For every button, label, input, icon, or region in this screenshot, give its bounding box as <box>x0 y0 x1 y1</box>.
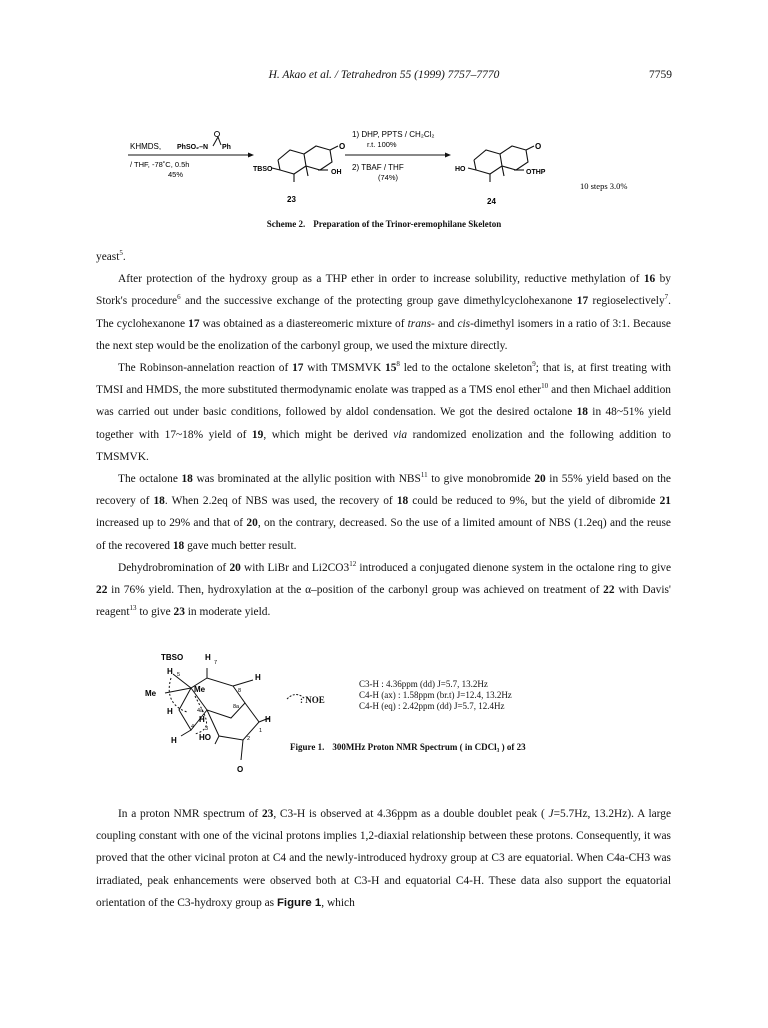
p3-e: . When 2.2eq of NBS was used, the recovery of <box>164 495 397 508</box>
figure-1-bonds <box>165 668 269 760</box>
fig-h-right: H <box>265 715 271 724</box>
p4-f: to give <box>136 606 174 619</box>
scheme-step2-yield: (74%) <box>378 173 399 182</box>
ref-11: 11 <box>420 471 428 480</box>
scheme-steps-note: 10 steps 3.0% <box>580 181 628 191</box>
p2-h: randomized enolization and the following addition to TMSMVK. <box>96 428 671 463</box>
p1-d: regioselectively <box>588 295 665 308</box>
ref-7: 7 <box>664 293 669 302</box>
nmr-line-c3h: C3-H : 4.36ppm (dd) J=5.7, 13.2Hz <box>359 679 488 689</box>
paragraph-robinson <box>96 357 671 468</box>
fig-n3: 3 <box>205 726 209 732</box>
figure-1-caption <box>290 742 526 752</box>
compound-23-o: O <box>339 142 346 151</box>
compound-24-structure <box>468 146 534 182</box>
cmpd-19: 19 <box>251 428 264 441</box>
p2-d: ; that is, at first treating with TMSI and HMDS, the more substituted thermodynamic enolate was trapped as a TMS enol ether <box>96 362 671 397</box>
running-header: H. Akao et al. / Tetrahedron 55 (1999) 7757–7770 <box>268 69 500 81</box>
scheme-step1-cond: r.t. 100% <box>367 140 397 149</box>
p3-b: was brominated at the allylic position with NBS <box>192 473 421 486</box>
scheme-step2: 2) TBAF / THF <box>352 163 404 172</box>
nmr-line-c4h-ax: C4-H (ax) : 1.58ppm (br.t) J=12.4, 13.2Hz <box>359 690 512 700</box>
ref-9: 9 <box>532 360 536 369</box>
figure-1-structure <box>135 648 675 788</box>
p3-g: increased up to 29% and that of <box>96 517 247 530</box>
fig-n8: 8 <box>238 688 242 694</box>
body-text-upper <box>96 246 671 623</box>
p1-b: by Stork's procedure <box>96 273 671 308</box>
fig-n7: 7 <box>214 660 218 666</box>
scheme-step1: 1) DHP, PPTS / CH₂Cl₂ <box>352 130 435 139</box>
ref-10: 10 <box>541 382 549 391</box>
cmpd-18: 18 <box>576 406 588 419</box>
cmpd-15: 15 <box>385 362 397 375</box>
cmpd-18: 18 <box>396 495 409 508</box>
fig-n2: 2 <box>247 736 251 742</box>
scheme-reagent-left-cond: / THF, -78˚C, 0.5h <box>130 160 190 169</box>
scheme-caption-label: Scheme 2. <box>266 219 306 229</box>
compound-23-label: 23 <box>287 195 296 204</box>
p4-d: in 76% yield. Then, hydroxylation at the α–position of the carbonyl group was achieved on treatment of <box>107 584 604 597</box>
scheme-arrowhead-1 <box>248 153 254 158</box>
p2-c: led to the octalone skeleton <box>399 362 533 375</box>
fig-h-left: H <box>167 707 173 716</box>
p1-cis: cis- <box>457 317 474 330</box>
p1-f: was obtained as a diastereomeric mixture of <box>199 317 408 330</box>
paragraph-dehydrobromination <box>96 557 671 624</box>
fig-h-top: H <box>255 673 261 682</box>
cmpd-18: 18 <box>172 539 185 552</box>
cmpd-22: 22 <box>603 584 615 597</box>
cmpd-20: 20 <box>229 561 241 574</box>
compound-24-ho: HO <box>455 166 466 173</box>
fig-n4a: 4a <box>197 708 204 714</box>
p5-a: In a proton NMR spectrum of <box>118 808 262 820</box>
p1-e: . The cyclohexanone <box>96 295 671 330</box>
cmpd-16: 16 <box>643 273 656 286</box>
p1-h: dimethyl isomers in a ratio of 3:1. Because the next step would be the enolization of the carbonyl group, we used the mixture directly. <box>96 317 671 352</box>
paragraph-continuation <box>96 246 671 268</box>
compound-24-o: O <box>535 142 542 151</box>
cmpd-17: 17 <box>576 295 589 308</box>
p1-a: After protection of the hydroxy group as a THP ether in order to increase solubility, reductive methylation of <box>118 273 644 286</box>
fig-ho: HO <box>199 733 211 742</box>
p4-e: with Davis' reagent <box>96 584 671 619</box>
nmr-data-list <box>359 679 512 712</box>
cmpd-23: 23 <box>173 606 185 619</box>
p4-c: introduced a conjugated dienone system in the octalone ring to give <box>356 561 671 574</box>
paragraph-protection <box>96 268 671 357</box>
fig-n4: 4 <box>191 724 195 730</box>
scheme-arrowhead-2 <box>445 153 451 158</box>
fig-h-bottom: H <box>171 736 177 745</box>
figure-1-ref: Figure 1 <box>276 896 322 909</box>
p1-c: and the successive exchange of the protecting group gave dimethylcyclohexanone <box>180 295 577 308</box>
p4-a: Dehydrobromination of <box>118 561 230 574</box>
p1-g: and <box>434 317 458 330</box>
cmpd-20: 20 <box>534 473 546 486</box>
body-text-lower <box>96 803 671 914</box>
page-number: 7759 <box>649 69 672 81</box>
compound-23-oh: OH <box>331 169 342 176</box>
fig-o: O <box>237 765 244 774</box>
scheme-reagent-left-top: KHMDS, <box>130 142 162 151</box>
p4-b: with LiBr and Li2CO3 <box>240 561 350 574</box>
paragraph-nmr <box>96 803 671 914</box>
cmpd-18: 18 <box>181 473 193 486</box>
figure-1-caption-label: Figure 1. <box>290 742 325 752</box>
cmpd-23: 23 <box>261 808 274 820</box>
p3-i: gave much better result. <box>184 539 297 552</box>
p0-end: . <box>122 251 126 263</box>
fig-h7: H <box>205 653 211 662</box>
compound-24-othp: OTHP <box>526 169 546 176</box>
p0-text: yeast <box>96 251 120 263</box>
fig-me2: Me <box>145 689 157 698</box>
compound-24-label: 24 <box>487 197 496 206</box>
fig-h-mid: H <box>199 715 205 724</box>
p5-c: =5.7Hz, 13.2Hz). A large coupling constant with one of the vicinal protons implies 1,2-diaxial relationship between these protons. Consequently, it was proved that the other vicinal proton at C4 and the newly-introduced hydroxy group at C3 are equatorial. When C4a-CH3 was irradiated, peak enhancements were observed both at C3-H and equatorial C4-H. These data also support the equatorial orientation of the C3-hydroxy group as <box>96 808 671 909</box>
fig-me1: Me <box>194 685 206 694</box>
p2-a: The Robinson-annelation reaction of <box>118 362 293 375</box>
scheme-caption <box>0 219 768 229</box>
ref-6: 6 <box>177 293 181 302</box>
fig-n5: 5 <box>177 672 181 678</box>
fig-n8a: 8a <box>233 704 240 710</box>
p1-trans: trans- <box>407 317 435 330</box>
p4-g: in moderate yield. <box>184 606 271 619</box>
p5-j: J <box>548 808 554 820</box>
paragraph-bromination <box>96 468 671 557</box>
p2-f: in 48~51% yield together with 17~18% yield of <box>96 406 671 441</box>
p2-b: with TMSMVK <box>303 362 385 375</box>
compound-23-structure <box>272 146 338 182</box>
fig-h5: H <box>167 667 173 676</box>
cmpd-22: 22 <box>96 584 108 597</box>
scheme-reagent-left-yield: 45% <box>168 170 184 179</box>
cmpd-18: 18 <box>153 495 165 508</box>
p2-g: , which might be derived <box>263 428 394 441</box>
p5-b: , C3-H is observed at 4.36ppm as a double doublet peak ( <box>273 808 549 820</box>
ref-13: 13 <box>129 604 137 613</box>
ref-5: 5 <box>119 249 123 258</box>
cmpd-21: 21 <box>659 495 671 508</box>
scheme-caption-text: Preparation of the Trinor-eremophilane Skeleton <box>313 219 502 229</box>
oxaziridine-bond <box>213 137 221 146</box>
noe-key-label: : NOE <box>300 695 325 705</box>
oxaziridine-o <box>214 131 219 136</box>
cmpd-20: 20 <box>246 517 258 530</box>
ref-8: 8 <box>396 360 400 369</box>
p3-c: to give monobromide <box>427 473 535 486</box>
scheme-reagent-ph: Ph <box>222 144 231 151</box>
cmpd-17: 17 <box>292 362 304 375</box>
fig-tbso: TBSO <box>161 653 184 662</box>
ref-12: 12 <box>349 560 357 569</box>
figure-1 <box>135 648 675 788</box>
figure-1-caption-text: 300MHz Proton NMR Spectrum ( in CDCl₃ ) of 23 <box>332 742 526 752</box>
p3-f: could be reduced to 9%, but the yield of dibromide <box>408 495 660 508</box>
p2-e: and then Michael addition was carried out under basic conditions, followed by aldol condensation. We got the desired octalone <box>96 384 671 419</box>
fig-n1: 1 <box>259 728 263 734</box>
p3-h: , on the contrary, decreased. So the use of a limited amount of NBS (1.2eq) and the reuse of the recovered <box>96 517 671 552</box>
p2-via: via <box>393 428 408 441</box>
compound-23-tbso: TBSO <box>253 166 273 173</box>
p3-d: in 55% yield based on the recovery of <box>96 473 671 508</box>
scheme-reagent-sulfonyl: PhSO₂–N <box>177 144 209 151</box>
p5-d: , which <box>321 896 355 909</box>
p3-a: The octalone <box>118 473 182 486</box>
cmpd-17: 17 <box>188 317 200 330</box>
nmr-line-c4h-eq: C4-H (eq) : 2.42ppm (dd) J=5.7, 12.4Hz <box>359 701 505 711</box>
